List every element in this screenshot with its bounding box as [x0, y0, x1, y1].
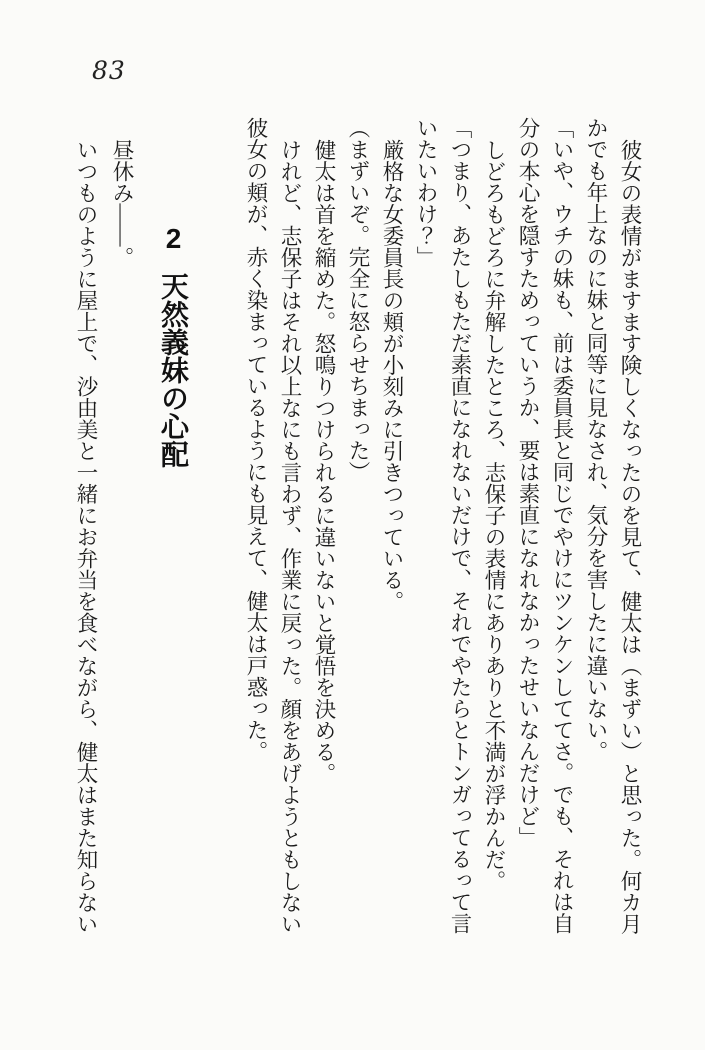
paragraph: いつものように屋上で、沙由美と一緒にお弁当を食べながら、健太はまた知らない	[74, 138, 98, 934]
page-number: 83	[92, 56, 126, 85]
section-heading	[153, 117, 193, 945]
section-number: 2	[158, 223, 189, 254]
paragraph: 厳格な女委員長の頬が小刻みに引きつっている。	[380, 138, 404, 612]
section-title: 天然義妹の心配	[158, 271, 189, 468]
paragraph-dialogue: 「つまり、あたしもただ素直になれないだけで、それでやたらとトンガってるって言いたいわけ？」	[414, 117, 472, 934]
paragraph: しどろもどろに弁解したところ、志保子の表情にありありと不満が浮かんだ。	[482, 138, 506, 891]
paragraph-thought: （まずいぞ。完全に怒らせちまった）	[346, 117, 370, 483]
paragraph-dialogue: 「いや、ウチの妹も、前は委員長と同じでやけにツンケンしててさ。でも、それは自分の本心を隠すためっていうか、要は素直になれなかったせいなんだけど」	[516, 117, 574, 934]
paragraph: 彼女の表情がますます険しくなったのを見て、健太は（まずい）と思った。何カ月かでも年上なのに妹と同等に見なされ、気分を害したに違いない。	[584, 117, 642, 934]
paragraph: けれど、志保子はそれ以上なにも言わず、作業に戻った。顔をあげようともしない彼女の頬が、赤く染まっているようにも見えて、健太は戸惑った。	[244, 117, 302, 934]
vertical-text-block	[68, 117, 647, 945]
paragraph: 健太は首を縮めた。怒鳴りつけられるに違いないと覚悟を決める。	[312, 138, 336, 784]
paragraph: 昼休み――。	[110, 138, 134, 268]
